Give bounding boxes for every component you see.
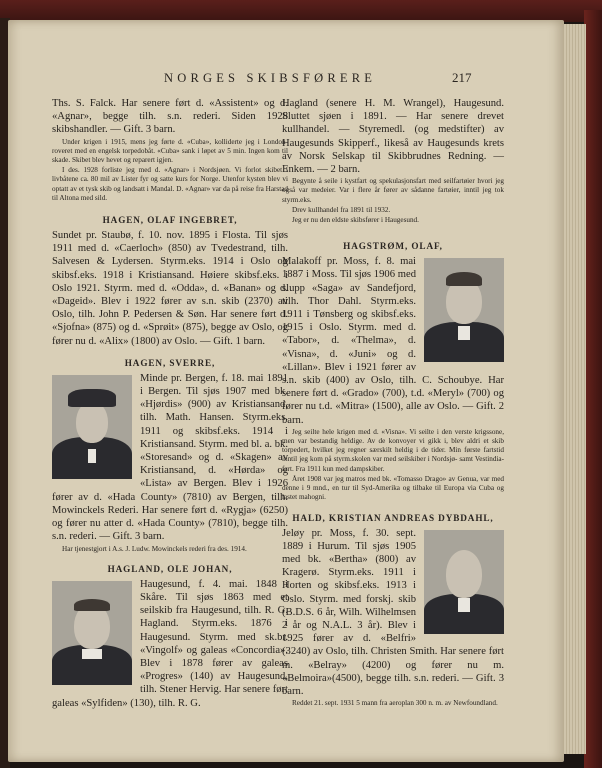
entry-note: Begynte å seile i kystfart og spekulasjonsfart med seilfartøier hvori jeg også var medeier. Var i flere år fører av sådanne fartøier, inntil jeg tok styrm.eks. — [282, 177, 504, 204]
entry-heading: HAGEN, SVERRE, — [124, 357, 216, 368]
entry-hagen-sverre — [52, 372, 288, 554]
entry-text: Jeløy pr. Moss, f. 30. sept. 1889 i Hurum. Til sjøs 1905 med bk. «Bertha» (800) av Kragerø. Styrm.eks. 1911 i Horten og skibsf.eks. 1913 i Oslo. Styrm. med forskj. skib (B.D.S. 6 år, Wilh. Wilhelmsen 2 år og N.A.L. 3 år). Blev i 1925 fører av d. «Belfri» (3240) av Oslo, tilh. Christen Smith. Har senere ført m. «Belray» (4200) og fører nu m. «Belmoira»(4500), begge tilh. s.n. rederi. — Gift. 3 barn. — [282, 527, 504, 697]
entry-continuation: Ths. S. Falck. Har senere ført d. «Assistent» og d. «Agnar», begge tilh. s.n. rederi. Siden 1928 skibshandler. — Gift. 3 barn. — [52, 98, 288, 136]
portrait-hagland-ole-johan-icon — [52, 581, 132, 685]
portrait-hagstrom-olaf-icon — [424, 258, 504, 362]
entry-note: Jeg er nu den eldste skibsfører i Haugesund. — [292, 216, 419, 225]
entry-note: Drev kullhandel fra 1891 til 1932. — [292, 205, 391, 214]
portrait-collar — [88, 449, 96, 463]
right-column — [282, 97, 504, 708]
entry-continuation: Hagland (senere H. M. Wrangel), Haugesund. Sluttet sjøen i 1891. — Har senere drevet kullhandel. — Styremedl. (og medstifter) av Haugesunds Skipperf., likeså av Haugesunds krets av Norsk Selskap til Skibbrudnes Redning. — Enkem. — 2 barn. — [282, 98, 504, 176]
book-cover-right — [584, 10, 602, 768]
entry-note: Jeg seilte hele krigen med d. «Visna». Vi seilte i den verste krigssone, men var bestandig heldige. Av de konvoyer vi gikk i, blev aldri et skib torpedert, hvilket jeg regner særskilt heldig i de tider. Min første fartstid inntil jeg kom på styrm.skolen var med seilskiber i Nordsjø- samt Vestindia-fart. Fra 1911 kun med dampskiber. — [282, 427, 504, 473]
entry-text: Haugesund, f. 4. mai. 1848 i Skåre. Til sjøs 1863 med et seilskib fra Haugesund, tilh. R. G. Hagland. Styrm.eks. 1876 i Haugesund. Styrm. med sk.br. «Vingolf» og galeas «Concordia». Blev i 1878 fører av galeas «Progres» (140) av Haugesund, tilh. Stener Hervig. Har senere ført galeas «Sylfiden» (130), tilh. R. G. — [52, 578, 288, 709]
portrait-collar — [458, 598, 470, 612]
entry-heading: HAGEN, OLAF INGEBRET, — [102, 215, 238, 226]
portrait-hair — [446, 272, 482, 286]
portrait-collar — [458, 326, 470, 340]
entry-note: Har tjenestgjort i A.s. J. Ludw. Mowinckels rederi fra des. 1914. — [62, 544, 247, 553]
portrait-face — [76, 401, 108, 443]
running-head: NORGES SKIBSFØRERE — [164, 71, 377, 85]
entry-note: I des. 1928 forliste jeg med d. «Agnar» i Nordsjøen. Vi forlot skibet i livbåtene ca. 80 mil av Lister fyr og satte kurs for Norge. Utenfor kysten blev vi optatt av et tysk skib og landsatt i Mandal. D. «Agnar» var da på reise fra Harstad til Altona med sild. — [52, 166, 288, 202]
entry-hagland-ole-johan — [52, 578, 288, 710]
entry-text: Sundet pr. Staubø, f. 10. nov. 1895 i Flosta. Til sjøs 1911 med d. «Caerloch» (850) av Tvedestrand, tilh. Salvesen & Lydersen. Styrm.eks. 1914 i Oslo og skibsf.eks. 1918 i Kristiansand. Høiere skibsf.eks. i Oslo 1921. Styrm. med d. «Odda», d. «Banan» og d. «Dageid». Blev i 1922 fører av s.n. skib (2370) av Oslo, tilh. John P. Pedersen & Søn. Har senere ført d. «Sjofna» (875) og d. «Sprøit» (875), begge av Oslo, og fører nu d. «Alix» (1800) av Oslo. — Gift. 1 barn. — [52, 230, 288, 347]
entry-note: Under krigen i 1915, mens jeg førte d. «Cuba», kolliderte jeg i London-roveret med en engelsk torpedobåt. «Cuba» sank i løpet av 5 min. Ingen kom til skade. Skibet blev hevet og reparert igjen. — [52, 137, 288, 165]
book-page — [8, 20, 564, 762]
portrait-hair — [74, 599, 110, 611]
book-cover-top — [0, 0, 602, 22]
page-header — [8, 71, 564, 89]
portrait-face — [446, 550, 482, 598]
portrait-hald-kristian-icon — [424, 530, 504, 634]
left-column — [52, 97, 288, 710]
page-number: 217 — [452, 70, 472, 85]
portrait-cap — [68, 389, 116, 407]
entry-hagstrom-olaf — [282, 255, 504, 502]
entry-heading: HALD, KRISTIAN ANDREAS DYBDAHL, — [292, 512, 494, 523]
entry-text: Minde pr. Bergen, f. 18. mai 1891 i Bergen. Til sjøs 1907 med bk. «Hjørdis» (900) av Kristiansand, tilh. Math. Hansen. Styrm.eks. 1911 og skibsf.eks. 1914 i Kristiansand. Styrm. med bl. a. bk. «Storesand» og d. «Skagen» av Kristiansand, d. «Hørda» og «Lista» av Bergen. Blev i 1926 fører av d. «Hada County» (7810) av Bergen, tilh. Mowinckels Rederi. Har senere ført d. «Rygja» (6250) og fører nu atter d. «Hada County» (7810), begge tilh. s.n. rederi. — Gift. 3 barn. — [52, 372, 288, 543]
entry-hald-kristian — [282, 527, 504, 709]
entry-note: Reddet 21. sept. 1931 5 mann fra aeroplan 300 n. m. av Newfoundland. — [292, 699, 498, 708]
portrait-collar — [82, 649, 102, 659]
entry-text: Malakoff pr. Moss, f. 8. mai 1887 i Moss. Til sjøs 1906 med slupp «Saga» av Sandefjord, tilh. Thor Dahl. Styrm.eks. 1911 i Tønsberg og skibsf.eks. 1915 i Oslo. Styrm. med d. «Tabor», d. «Thelma», d. «Visna», d. «Juni» og d. «Lillan». Blev i 1921 fører av s.n. skib (400) av Oslo, tilh. C. Schoubye. Har senere ført d. «Grado» (700), t.d. «Meryl» (700) og fører nu t.d. «Mitra» (1500), alle av Oslo. — Gift. 2 barn. — [282, 256, 504, 426]
entry-heading: HAGLAND, OLE JOHAN, — [107, 563, 233, 574]
portrait-hagen-sverre-icon — [52, 375, 132, 479]
entry-note: Året 1908 var jeg matros med bk. «Tomasso Drago» av Genua, var med denne i 9 mnd., en tur til Syd-Amerika og tilbake til Europa via Cuba og lastet mahogni. — [282, 474, 504, 502]
entry-heading: HAGSTRØM, OLAF, — [343, 241, 443, 252]
